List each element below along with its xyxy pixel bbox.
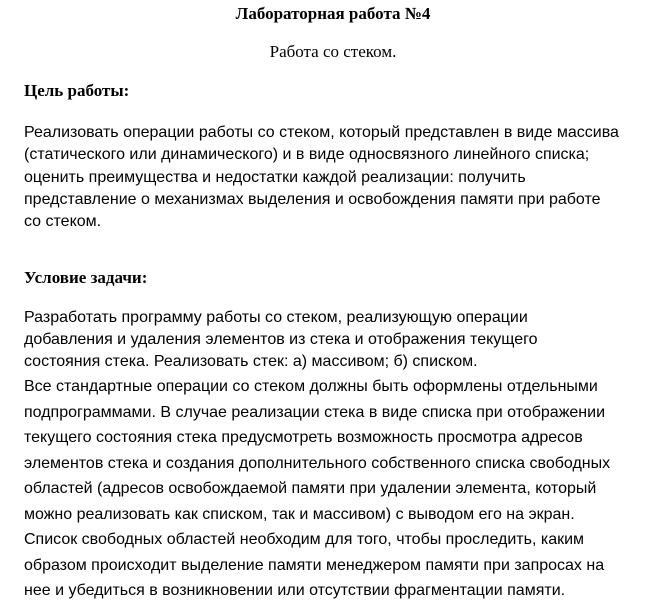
task-details-line: областей (адресов освобождаемой памяти при удалении элемента, который <box>24 480 597 497</box>
goal-line: (статического или динамического) и в виде односвязного линейного списка; <box>24 146 590 164</box>
task-intro-line: Разработать программу работы со стеком, реализующую операции <box>24 309 528 326</box>
document-title: Лабораторная работа №4 <box>235 4 431 23</box>
goal-paragraph <box>24 122 664 233</box>
goal-line: оценить преимущества и недостатки каждой реализации: получить <box>24 168 526 186</box>
task-details-line: Все стандартные операции со стеком должны быть оформлены отдельными <box>24 378 598 395</box>
task-details-line: можно реализовать как списком, так и массивом) с выводом его на экран. <box>24 505 575 523</box>
task-details-paragraph <box>24 374 664 604</box>
task-intro-line: добавления и удаления элементов из стека и отображения текущего <box>24 331 538 348</box>
goal-line: представление о механизмах выделения и освобождения памяти при работе <box>24 190 601 208</box>
goal-line: со стеком. <box>24 213 102 231</box>
task-details-line: текущего состояния стека предусмотреть возможность просмотра адресов <box>24 429 583 446</box>
document-subtitle: Работа со стеком. <box>269 42 397 61</box>
task-details-line: подпрограммами. В случае реализации стека в виде списка при отображении <box>24 403 605 421</box>
task-details-line: образом происходит выделение памяти менеджером памяти при запросах на <box>24 556 605 574</box>
goal-line: Реализовать операции работы со стеком, который представлен в виде массива <box>24 124 619 141</box>
task-details-line: Список свободных областей необходим для того, чтобы проследить, каким <box>24 531 585 548</box>
goal-heading: Цель работы: <box>24 81 130 100</box>
task-details-line: элементов стека и создания дополнительного собственного списка свободных <box>24 454 611 472</box>
task-intro-line: состояния стека. Реализовать стек: а) массивом; б) списком. <box>24 353 478 370</box>
task-details-line: нее и убедиться в возникновении или отсутствии фрагментации памяти. <box>24 582 566 599</box>
task-intro-paragraph <box>24 307 664 373</box>
task-heading: Условие задачи: <box>24 268 148 287</box>
